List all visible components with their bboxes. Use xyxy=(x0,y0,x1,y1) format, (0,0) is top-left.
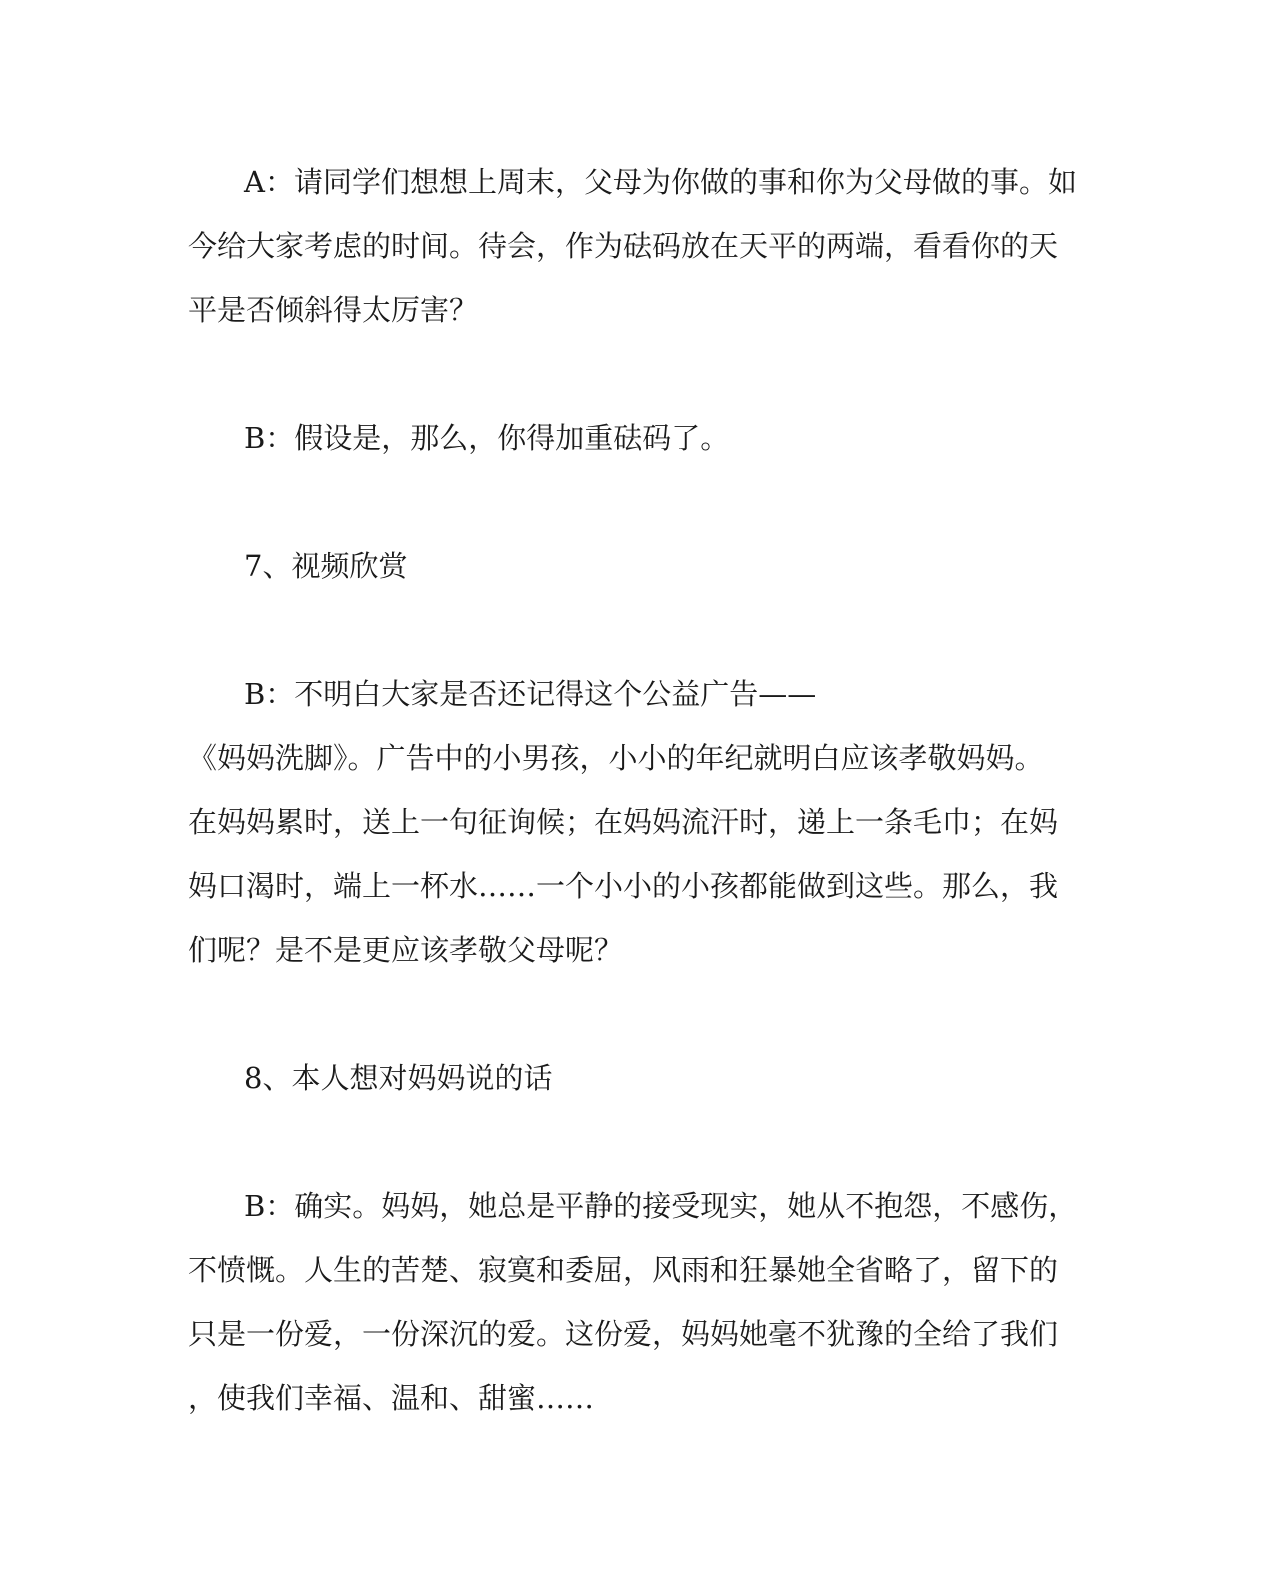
section-heading-8: 8、本人想对妈妈说的话 xyxy=(244,1061,553,1095)
paragraph-4-line-3: 在妈妈累时，送上一句征询候；在妈妈流汗时，递上一条毛巾；在妈 xyxy=(188,805,1059,839)
section-heading-7: 7、视频欣赏 xyxy=(244,549,408,583)
paragraph-1-line-3: 平是否倾斜得太厉害？ xyxy=(188,293,479,327)
paragraph-6-line-2: 不愤慨。人生的苦楚、寂寞和委屈，风雨和狂暴她全省略了，留下的 xyxy=(188,1253,1059,1287)
paragraph-1-line-1: A：请同学们想想上周末，父母为你做的事和你为父母做的事。如 xyxy=(244,165,1077,199)
paragraph-4-line-2: 《妈妈洗脚》。广告中的小男孩，小小的年纪就明白应该孝敬妈妈。 xyxy=(188,741,1044,775)
paragraph-4-line-5: 们呢？是不是更应该孝敬父母呢？ xyxy=(188,933,624,967)
paragraph-1-line-2: 今给大家考虑的时间。待会，作为砝码放在天平的两端，看看你的天 xyxy=(188,229,1059,263)
paragraph-4-line-4: 妈口渴时，端上一杯水……一个小小的小孩都能做到这些。那么，我 xyxy=(188,869,1059,903)
paragraph-6-line-4: ，使我们幸福、温和、甜蜜…… xyxy=(188,1381,595,1415)
paragraph-4-line-1: B：不明白大家是否还记得这个公益广告—— xyxy=(244,677,817,711)
paragraph-6-line-3: 只是一份爱，一份深沉的爱。这份爱，妈妈她毫不犹豫的全给了我们 xyxy=(188,1317,1059,1351)
paragraph-2-line-1: B：假设是，那么，你得加重砝码了。 xyxy=(244,421,730,455)
paragraph-6-line-1: B：确实。妈妈，她总是平静的接受现实，她从不抱怨，不感伤， xyxy=(244,1189,1078,1223)
